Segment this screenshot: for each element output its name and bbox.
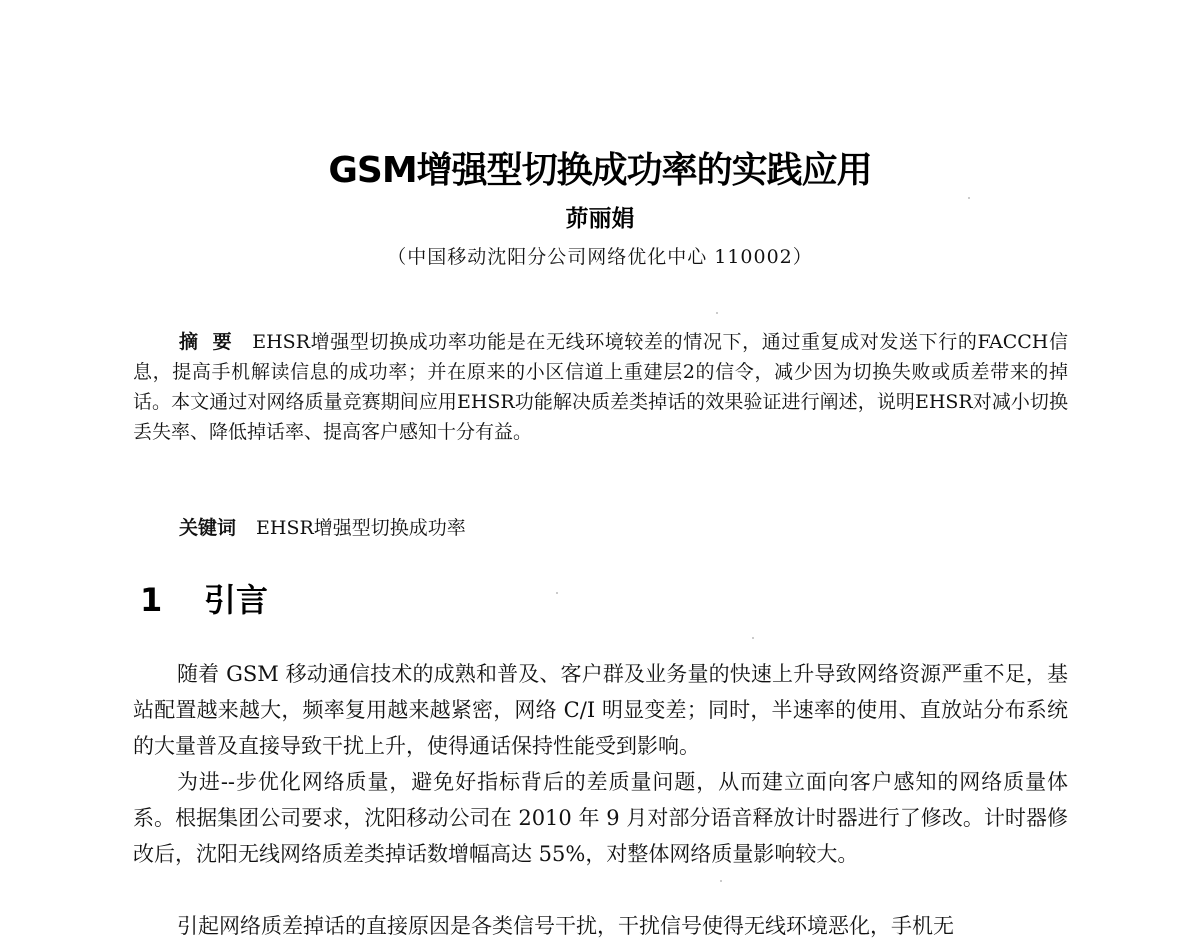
- keywords-label: 关键词: [179, 517, 237, 539]
- scan-speck: [716, 312, 718, 314]
- section-title: 引言: [204, 581, 269, 619]
- scan-speck: [752, 637, 754, 639]
- body-paragraph: 引起网络质差掉话的直接原因是各类信号干扰，干扰信号使得无线环境恶化，手机无: [177, 914, 954, 938]
- body-paragraph: 为进--步优化网络质量，避免好指标背后的差质量问题，从而建立面向客户感知的网络质量体系。根据集团公司要求，沈阳移动公司在 2010 年 9 月对部分语音释放计时器进行了修改。计时器修改后，沈阳无线网络质差类掉话数增幅高达 55%，对整体网络质量影响较大。: [133, 770, 1068, 866]
- abstract-text: EHSR增强型切换成功率功能是在无线环境较差的情况下，通过重复成对发送下行的FACCH信息，提高手机解读信息的成功率；并在原来的小区信道上重建层2的信令，减少因为切换失败或质差带来的掉话。本文通过对网络质量竞赛期间应用EHSR功能解决质差类掉话的效果验证进行阐述，说明EHSR对减小切换丢失率、降低掉话率、提高客户感知十分有益。: [133, 331, 1068, 443]
- keywords-text: EHSR增强型切换成功率: [256, 517, 466, 539]
- paper-title: GSM增强型切换成功率的实践应用: [328, 150, 872, 191]
- keywords: [179, 513, 466, 540]
- section-heading: [140, 575, 268, 621]
- abstract-label: 摘要: [179, 331, 247, 353]
- scan-speck: [968, 197, 970, 199]
- body-paragraph: 随着 GSM 移动通信技术的成熟和普及、客户群及业务量的快速上升导致网络资源严重不足，基站配置越来越大，频率复用越来越紧密，网络 C/I 明显变差；同时，半速率的使用、直放站分布系统的大量普及直接导致干扰上升，使得通话保持性能受到影响。: [133, 662, 1068, 758]
- scan-speck: [720, 880, 722, 882]
- scan-speck: [556, 592, 558, 594]
- author-name: 茆丽娟: [565, 206, 635, 232]
- abstract: [133, 327, 1068, 447]
- section-number: 1: [140, 581, 163, 619]
- author-affiliation: （中国移动沈阳分公司网络优化中心 110002）: [387, 246, 813, 268]
